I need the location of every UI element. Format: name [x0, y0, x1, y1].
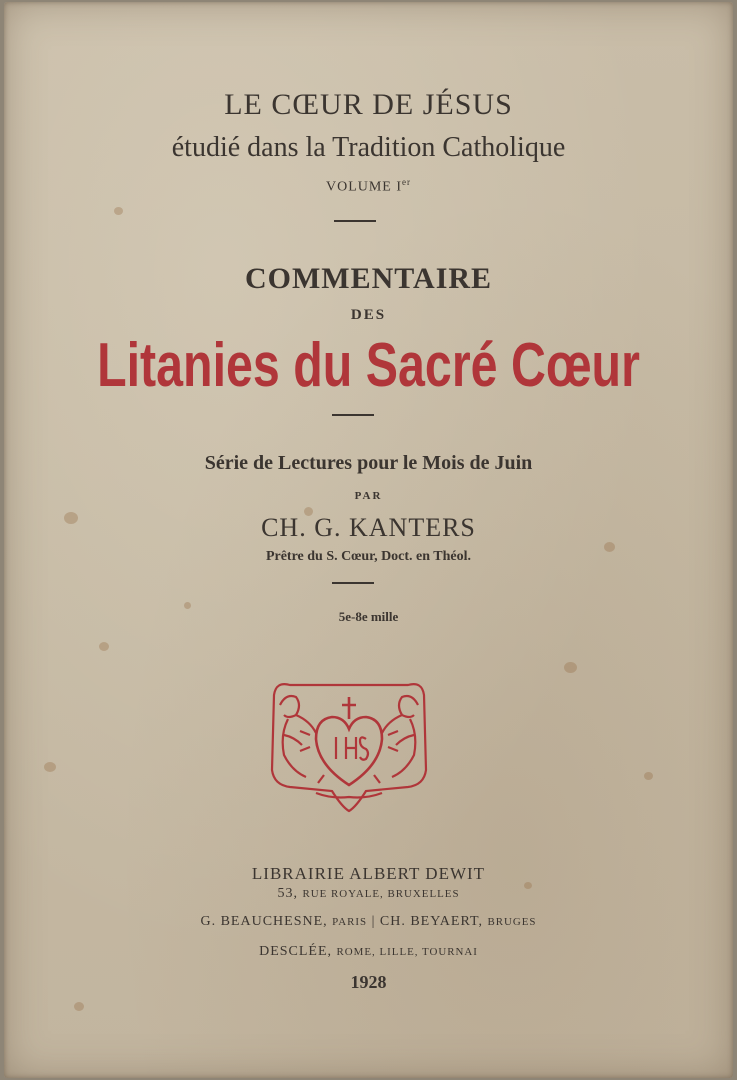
address-number: 53,: [277, 886, 298, 901]
by-label: PAR: [354, 490, 383, 502]
sacred-heart-emblem-icon: [266, 675, 432, 813]
author-credentials: Prêtre du S. Cœur, Doct. en Théol.: [265, 549, 472, 564]
title-line-1: COMMENTAIRE: [244, 262, 493, 295]
copublisher-3-name: DESCLÉE,: [259, 944, 333, 959]
volume-superscript: er: [402, 177, 412, 187]
divider-2: [332, 414, 374, 416]
copublisher-1-name: G. BEAUCHESNE,: [200, 914, 328, 929]
series-subtitle: étudié dans la Tradition Catholique: [171, 132, 566, 163]
divider-1: [334, 220, 376, 222]
title-line-2: DES: [350, 307, 387, 323]
co-publisher-3: [4, 944, 733, 960]
co-publishers: G. BEAUCHESNE, PARIS | CH. BEYAERT, BRUGES: [200, 914, 537, 929]
volume-text: VOLUME I: [325, 179, 403, 195]
author-name: CH. G. KANTERS: [261, 513, 476, 542]
volume-label: [4, 177, 733, 196]
series-title: LE CŒUR DE JÉSUS: [224, 88, 513, 121]
copublisher-2-city: BRUGES: [487, 916, 537, 928]
address-street: RUE ROYALE, BRUXELLES: [302, 888, 460, 900]
edition-label: 5e-8e mille: [338, 609, 399, 624]
copublisher-1-city: PARIS: [332, 916, 368, 928]
copublisher-2-name: CH. BEYAERT,: [379, 914, 483, 929]
publisher-name: LIBRAIRIE ALBERT DEWIT: [251, 864, 486, 883]
main-title: Litanies du Sacré Cœur: [97, 331, 640, 400]
publication-year: 1928: [350, 972, 387, 992]
subtitle: Série de Lectures pour le Mois de Juin: [204, 452, 533, 474]
book-cover: [4, 2, 733, 1078]
copublisher-3-cities: ROME, LILLE, TOURNAI: [336, 946, 478, 958]
publisher-address: [4, 886, 733, 902]
divider-3: [332, 582, 374, 584]
